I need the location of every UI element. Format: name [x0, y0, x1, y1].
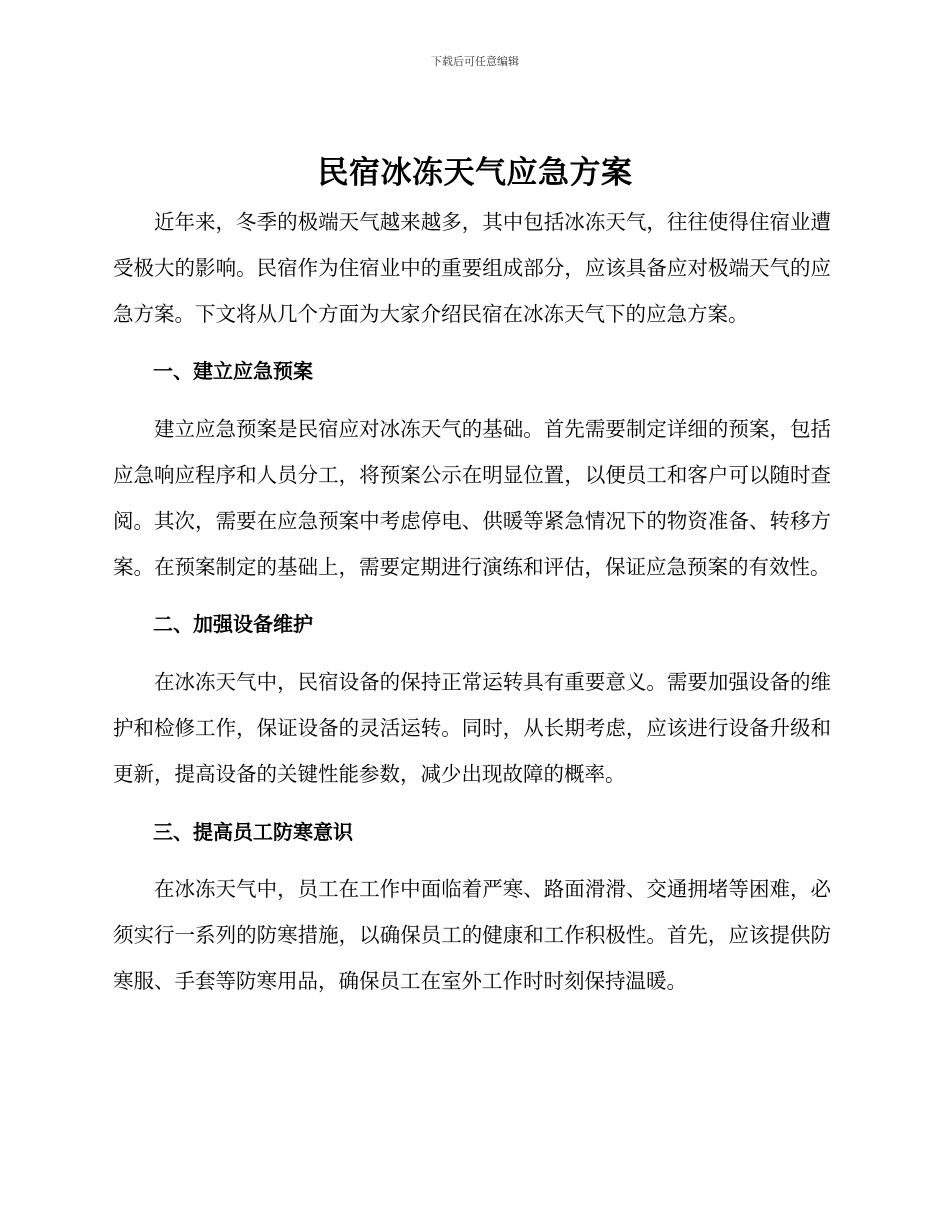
section-body-2: 在冰冻天气中，民宿设备的保持正常运转具有重要意义。需要加强设备的维护和检修工作，保证设备的灵活运转。同时，从长期考虑，应该进行设备升级和更新，提高设备的关键性能参数，减少出现故障的概率。 — [113, 670, 831, 786]
section-body-3: 在冰冻天气中，员工在工作中面临着严寒、路面滑滑、交通拥堵等困难，必须实行一系列的防寒措施，以确保员工的健康和工作积极性。首先，应该提供防寒服、手套等防寒用品，确保员工在室外工作时时刻保持温暖。 — [113, 877, 831, 993]
section-body-1: 建立应急预案是民宿应对冰冻天气的基础。首先需要制定详细的预案，包括应急响应程序和人员分工，将预案公示在明显位置，以便员工和客户可以随时查阅。其次，需要在应急预案中考虑停电、供暖等紧急情况下的物资准备、转移方案。在预案制定的基础上，需要定期进行演练和评估，保证应急预案的有效性。 — [113, 417, 831, 579]
intro-paragraph: 近年来，冬季的极端天气越来越多，其中包括冰冻天气，往往使得住宿业遭受极大的影响。民宿作为住宿业中的重要组成部分，应该具备应对极端天气的应急方案。下文将从几个方面为大家介绍民宿在冰冻天气下的应急方案。 — [113, 210, 831, 326]
section-heading-3: 三、提高员工防寒意识 — [153, 819, 353, 844]
section-heading-2: 二、加强设备维护 — [153, 612, 313, 637]
page-header-note: 下载后可任意编辑 — [431, 55, 519, 68]
section-heading-1: 一、建立应急预案 — [153, 359, 313, 384]
document-title: 民宿冰冻天气应急方案 — [317, 155, 633, 191]
document-body — [113, 200, 831, 1005]
